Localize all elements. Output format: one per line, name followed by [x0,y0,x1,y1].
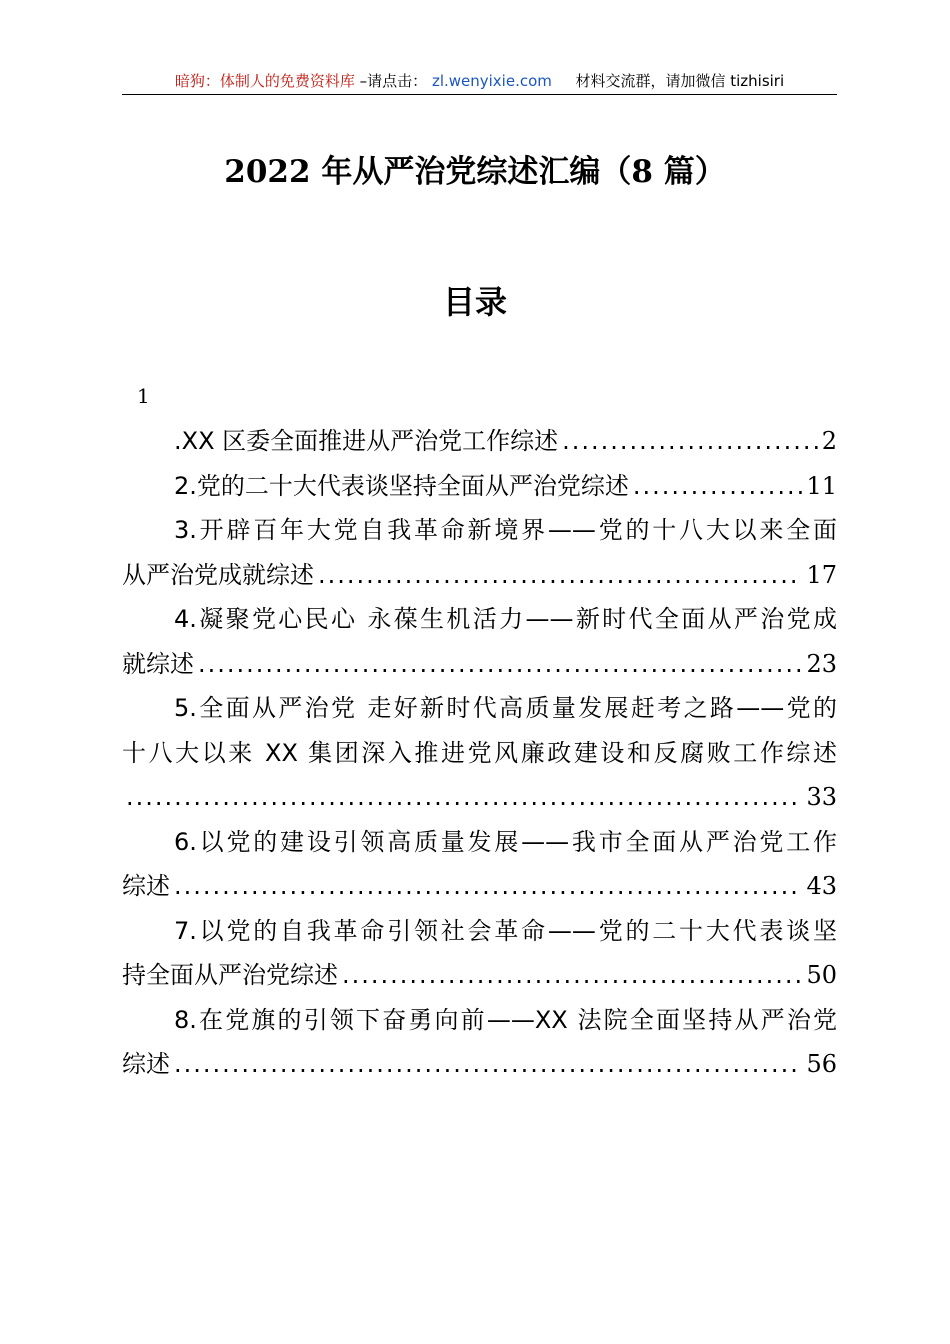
toc-entry-7[interactable] [122,909,837,998]
toc-entry-title: 7.以党的自我革命引领社会革命——党的二十大代表谈坚 [174,916,837,945]
toc-page-number: 33 [806,783,837,811]
toc-heading: 目录 [442,283,507,321]
toc-entry-title-cont: 十八大以来 XX 集团深入推进党风廉政建设和反腐败工作综述 [122,738,837,767]
leader-dots [174,1042,802,1087]
header-contact: 材料交流群，请加微信 tizhisiri [575,72,785,90]
leader-dots [126,775,802,820]
toc-entry-title-cont: 就综述 [122,649,194,678]
toc-entry-title: 3.开辟百年大党自我革命新境界——党的十八大以来全面 [174,516,837,544]
document-title: 2022 年从严治党综述汇编（8 篇） [224,154,726,190]
toc-entry-title: 6.以党的建设引领高质量发展——我市全面从严治党工作 [174,827,837,856]
leader-dots [174,864,802,909]
toc-page-number: 43 [806,872,837,900]
leader-dots [633,464,803,509]
toc-page-number: 23 [806,649,837,678]
leader-dots [562,419,818,464]
toc-entry-title-cont: 综述 [122,872,170,900]
toc-entry-title: 4.凝聚党心民心 永葆生机活力——新时代全面从严治党成 [174,605,837,633]
toc-entry-4[interactable] [122,597,837,686]
leader-dots [318,553,802,598]
toc-page-number: 50 [806,961,837,989]
toc-page-number: 2 [821,427,837,455]
header-click-text: –请点击： [359,72,428,90]
page-header [122,70,837,95]
toc-entry-title: 8.在党旗的引领下奋勇向前——XX 法院全面坚持从严治党 [174,1005,837,1034]
toc-entry-title: 5.全面从严治党 走好新时代高质量发展赶考之路——党的 [174,694,837,722]
table-of-contents [122,419,837,1087]
header-brand: 暗狗：体制人的免费资料库 [174,72,355,90]
toc-entry-3[interactable] [122,508,837,597]
header-url-link[interactable]: zl.wenyixie.com [431,72,552,90]
leader-dots [342,953,802,998]
toc-entry-title-cont: 持全面从严治党综述 [122,961,338,989]
toc-entry-1[interactable] [122,419,837,464]
toc-entry-6[interactable] [122,820,837,909]
toc-entry-8[interactable] [122,998,837,1087]
toc-page-number: 56 [806,1050,837,1078]
toc-page-number: 11 [806,471,837,500]
toc-entry-title-cont: 从严治党成就综述 [122,560,314,589]
toc-entry-title-cont: 综述 [122,1050,170,1078]
toc-entry-title: 2.党的二十大代表谈坚持全面从严治党综述 [174,471,629,500]
toc-entry-5[interactable] [122,686,837,820]
toc-page-number: 17 [806,560,837,589]
toc-entry-2[interactable] [122,464,837,509]
stray-number: 1 [137,384,150,408]
leader-dots [198,642,802,687]
toc-entry-title: .XX 区委全面推进从严治党工作综述 [174,427,559,455]
